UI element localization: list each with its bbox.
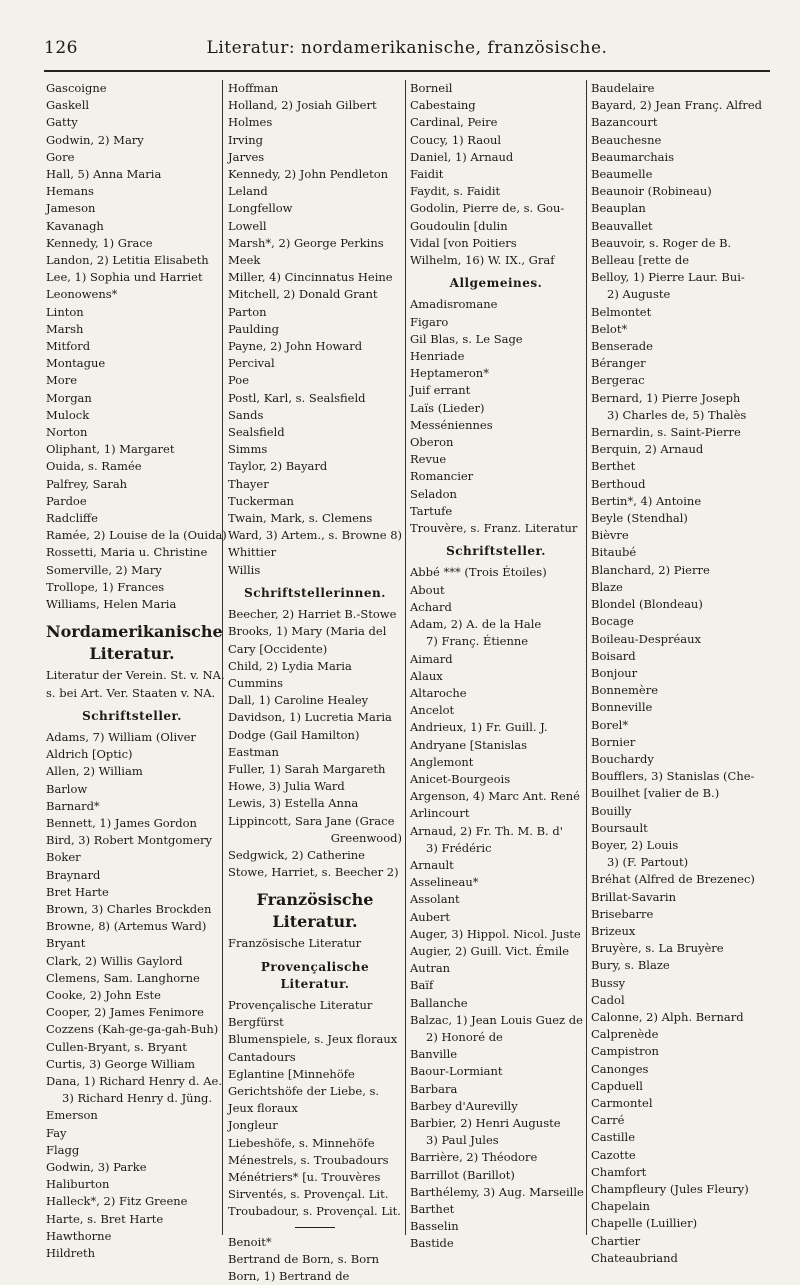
entry: Cantadours xyxy=(228,1049,296,1064)
entry: Romancier xyxy=(410,469,474,484)
entry: Gaskell xyxy=(46,98,90,113)
entry-list xyxy=(46,1107,218,1262)
entry: Baudelaire xyxy=(591,81,655,95)
entry: Allen, 2) William xyxy=(46,764,143,779)
entry: Bergfürst xyxy=(228,1015,284,1030)
entry: Bouilly xyxy=(591,803,632,818)
entry: Brown, 3) Charles Brockden xyxy=(46,901,212,916)
entry: Abbé *** (Trois Étoiles) xyxy=(410,565,547,580)
entry: Barrière, 2) Théodore xyxy=(410,1150,538,1165)
running-title: Literatur: nordamerikanische, französische. xyxy=(206,38,608,58)
entry: Auger, 3) Hippol. Nicol. Juste xyxy=(410,926,581,941)
entry: Dall, 1) Caroline Healey xyxy=(228,693,369,708)
entry: Taylor, 2) Bayard xyxy=(228,459,328,474)
entry: Wilhelm, 16) W. IX., Graf xyxy=(410,253,555,268)
entry: 3) (F. Partout) xyxy=(607,855,689,870)
entry: Cazotte xyxy=(591,1147,636,1162)
entry: Cummins xyxy=(228,675,284,690)
entry: Lee, 1) Sophia und Harriet xyxy=(46,270,203,285)
entry: Hemans xyxy=(46,184,94,199)
section-heading-franzoesisch: Französische Literatur. xyxy=(256,890,374,932)
entry: Revue xyxy=(410,452,447,467)
entry: Halleck*, 2) Fitz Greene xyxy=(46,1194,188,1209)
entry: Chapelle (Luillier) xyxy=(591,1216,698,1231)
entry: Hoffman xyxy=(228,81,279,95)
entry: Gascoigne xyxy=(46,81,107,95)
entry: Benserade xyxy=(591,339,653,354)
entry: Sands xyxy=(228,407,264,422)
entry: Cadol xyxy=(591,992,625,1007)
entry: Fuller, 1) Sarah Margareth xyxy=(228,761,386,776)
entry: 7) Franç. Étienne xyxy=(426,634,529,649)
entry: Anicet-Bourgeois xyxy=(410,771,511,786)
entry: Boker xyxy=(46,850,81,865)
entry: Barnard* xyxy=(46,798,100,813)
entry: Harte, s. Bret Harte xyxy=(46,1211,164,1226)
entry: Bièvre xyxy=(591,528,629,543)
entry: Bastide xyxy=(410,1236,454,1251)
entry: Payne, 2) John Howard xyxy=(228,339,363,354)
entry: Ward, 3) Artem., s. Browne 8) xyxy=(228,528,403,543)
entry: Faydit, s. Faidit xyxy=(410,184,501,199)
entry: Hall, 5) Anna Maria xyxy=(46,167,162,182)
entry: Bertrand de Born, s. Born xyxy=(228,1251,380,1266)
entry: Braynard xyxy=(46,867,101,882)
entry: Barthet xyxy=(410,1202,455,1216)
entry: Lewis, 3) Estella Anna xyxy=(228,796,359,811)
entry: Curtis, 3) George William xyxy=(46,1056,196,1071)
entry: Dodge (Gail Hamilton) xyxy=(228,727,360,742)
entry: Boisard xyxy=(591,648,636,663)
entry: Paulding xyxy=(228,321,279,336)
entry: Brizeux xyxy=(591,923,636,938)
entry: Champfleury (Jules Fleury) xyxy=(591,1182,749,1196)
entry: Asselineau* xyxy=(410,875,479,890)
page-number: 126 xyxy=(44,38,78,58)
entry: Bouilhet [valier de B.) xyxy=(591,786,720,801)
entry: Oberon xyxy=(410,435,454,450)
entry: Emerson xyxy=(46,1108,98,1123)
entry: Balzac, 1) Jean Louis Guez de xyxy=(410,1012,583,1027)
entry: Autran xyxy=(410,961,451,976)
entry: Gerichtshöfe der Liebe, s. xyxy=(228,1083,380,1098)
column-4 xyxy=(591,80,781,1265)
entry: Dana, 1) Richard Henry d. Ae. xyxy=(46,1073,222,1088)
entry: Beaumelle xyxy=(591,167,653,182)
entry: Cozzens (Kah-ge-ga-gah-Buh) xyxy=(46,1022,219,1037)
entry: Williams, Helen Maria xyxy=(46,597,177,612)
entry: Boufflers, 3) Stanislas (Che- xyxy=(591,769,755,784)
entry: Messéniennes xyxy=(410,417,493,432)
entry: Benoit* xyxy=(228,1234,272,1249)
entry: 2) Auguste xyxy=(607,287,671,302)
entry: Blondel (Blondeau) xyxy=(591,597,703,612)
header-rule xyxy=(44,70,770,72)
entry: Sealsfield xyxy=(228,425,285,440)
entry-list xyxy=(410,564,582,633)
entry: Godwin, 2) Mary xyxy=(46,132,144,147)
entry: Blaze xyxy=(591,579,623,594)
column-divider xyxy=(222,80,223,1235)
entry: Bruyère, s. La Bruyère xyxy=(591,941,724,956)
entry: Postl, Karl, s. Sealsfield xyxy=(228,390,366,405)
entry: Jeux floraux xyxy=(228,1101,298,1116)
entry: Rossetti, Maria u. Christine xyxy=(46,545,208,560)
entry: Baïf xyxy=(410,978,434,993)
entry: Beauchesne xyxy=(591,132,662,147)
subsection-heading: Provençalische Literatur. xyxy=(260,959,370,991)
entry: Boileau-Despréaux xyxy=(591,631,702,646)
section-heading-nordamerikanisch: Nordamerikanische Literatur. xyxy=(46,622,223,664)
entry: Leonowens* xyxy=(46,287,118,302)
entry: Sedgwick, 2) Catherine xyxy=(228,847,365,862)
entry: Mulock xyxy=(46,407,90,422)
entry: Barlow xyxy=(46,781,88,796)
column-1 xyxy=(46,80,227,1260)
entry: Lippincott, Sara Jane (Grace xyxy=(228,813,395,828)
entry-list xyxy=(46,667,225,701)
entry: Bernard, 1) Pierre Joseph xyxy=(591,390,741,405)
entry: Trouvère, s. Franz. Literatur xyxy=(410,521,578,536)
entry: Kennedy, 2) John Pendleton xyxy=(228,167,389,182)
entry: Beauvallet xyxy=(591,218,653,233)
entry: Goudoulin [dulin xyxy=(410,218,508,233)
entry: Bitaubé xyxy=(591,545,637,560)
entry: Ouida, s. Ramée xyxy=(46,459,142,474)
entry: 3) Richard Henry d. Jüng. xyxy=(62,1091,213,1106)
entry: Chamfort xyxy=(591,1164,647,1179)
entry-list xyxy=(591,80,781,286)
entry: More xyxy=(46,373,78,388)
entry: Eglantine [Minnehöfe xyxy=(228,1066,355,1081)
entry: Clemens, Sam. Langhorne xyxy=(46,970,200,985)
entry: Literatur der Verein. St. v. NA. xyxy=(46,668,225,683)
entry: Morgan xyxy=(46,390,92,405)
entry: Henriade xyxy=(410,349,465,364)
entry: Sirventés, s. Provençal. Lit. xyxy=(228,1187,389,1202)
entry: Anglemont xyxy=(410,754,474,769)
entry: Adam, 2) A. de la Hale xyxy=(410,617,542,632)
entry: Bergerac xyxy=(591,373,645,388)
entry: Capduell xyxy=(591,1078,643,1093)
entry: Cabestaing xyxy=(410,98,476,113)
entry: Faidit xyxy=(410,167,444,182)
entry: Eastman xyxy=(228,744,279,759)
entry: Bonjour xyxy=(591,665,638,680)
entry: Browne, 8) (Artemus Ward) xyxy=(46,919,207,934)
entry: Aldrich [Optic) xyxy=(46,747,133,762)
entry: Ménétriers* [u. Trouvères xyxy=(228,1169,381,1184)
entry: Bayard, 2) Jean Franç. Alfred xyxy=(591,98,763,113)
entry-list xyxy=(410,651,582,840)
entry: Belleau [rette de xyxy=(591,253,689,268)
entry: Bertin*, 4) Antoine xyxy=(591,493,702,508)
entry: Bocage xyxy=(591,614,634,629)
entry-list xyxy=(591,424,781,854)
entry-list xyxy=(228,606,402,830)
entry: Miller, 4) Cincinnatus Heine xyxy=(228,270,393,285)
subsection-heading: Schriftsteller. xyxy=(446,544,546,559)
entry: Altaroche xyxy=(410,685,467,700)
entry: Greenwood) xyxy=(330,830,402,845)
column-divider xyxy=(586,80,587,1235)
entry: Figaro xyxy=(410,314,449,329)
entry: Tuckerman xyxy=(228,493,294,508)
entry: Marsh xyxy=(46,321,84,336)
entry: Holland, 2) Josiah Gilbert xyxy=(228,98,377,113)
entry: Beauvoir, s. Roger de B. xyxy=(591,235,732,250)
entry: Castille xyxy=(591,1130,636,1145)
entry: Belloy, 1) Pierre Laur. Bui- xyxy=(591,270,745,285)
entry: Ballanche xyxy=(410,995,468,1010)
entry: Argenson, 4) Marc Ant. René xyxy=(410,789,580,804)
entry: Leland xyxy=(228,184,268,199)
entry-list xyxy=(591,304,781,407)
entry: Bouchardy xyxy=(591,751,654,766)
entry: Fay xyxy=(46,1125,67,1140)
entry: Godwin, 3) Parke xyxy=(46,1159,147,1174)
entry: Barrillot (Barillot) xyxy=(410,1167,515,1182)
entry: s. bei Art. Ver. Staaten v. NA. xyxy=(46,685,216,700)
entry: Carmontel xyxy=(591,1095,653,1110)
entry: Holmes xyxy=(228,115,273,130)
entry: Barthélemy, 3) Aug. Marseille xyxy=(410,1184,584,1199)
entry: Basselin xyxy=(410,1219,459,1234)
entry: Augier, 2) Guill. Vict. Émile xyxy=(410,943,570,958)
entry: Mitchell, 2) Donald Grant xyxy=(228,287,378,302)
entry: 3) Frédéric xyxy=(426,840,492,855)
entry: Hawthorne xyxy=(46,1228,112,1243)
entry: Chateaubriand xyxy=(591,1250,678,1265)
entry: Ménestrels, s. Troubadours xyxy=(228,1152,389,1167)
entry: Marsh*, 2) George Perkins xyxy=(228,235,384,250)
entry: Amadisromane xyxy=(410,297,498,312)
entry: 3) Charles de, 5) Thalès xyxy=(607,407,747,422)
subsection-heading: Allgemeines. xyxy=(449,276,543,291)
entry: Trollope, 1) Frances xyxy=(46,579,165,594)
entry: Ramée, 2) Louise de la (Ouida) xyxy=(46,528,227,543)
entry: Linton xyxy=(46,304,84,319)
entry: Thayer xyxy=(228,476,269,491)
entry: Provençalische Literatur xyxy=(228,997,373,1012)
entry: Montague xyxy=(46,356,106,371)
entry: Bazancourt xyxy=(591,115,658,130)
entry: Gil Blas, s. Le Sage xyxy=(410,331,523,346)
entry: Bury, s. Blaze xyxy=(591,958,670,973)
entry: Belmontet xyxy=(591,304,652,319)
entry: Radcliffe xyxy=(46,511,98,526)
entry: Carré xyxy=(591,1113,625,1128)
entry: Haliburton xyxy=(46,1177,110,1192)
entry: Clark, 2) Willis Gaylord xyxy=(46,953,183,968)
entry: Flagg xyxy=(46,1142,80,1157)
entry: Troubadour, s. Provençal. Lit. xyxy=(228,1204,401,1219)
entry: Bennett, 1) James Gordon xyxy=(46,815,197,830)
entry: Aimard xyxy=(410,651,453,666)
entry: Born, 1) Bertrand de xyxy=(228,1269,350,1283)
entry: Howe, 3) Julia Ward xyxy=(228,779,345,794)
entry: Barbey d'Aurevilly xyxy=(410,1098,518,1113)
entry: Bernardin, s. Saint-Pierre xyxy=(591,425,741,440)
entry: Cooke, 2) John Este xyxy=(46,987,161,1002)
entry: Heptameron* xyxy=(410,366,489,381)
entry: Child, 2) Lydia Maria xyxy=(228,658,352,673)
entry: Liebeshöfe, s. Minnehöfe xyxy=(228,1135,375,1150)
entry-list xyxy=(410,1046,582,1132)
entry: Borel* xyxy=(591,717,629,732)
entry: Laïs (Lieder) xyxy=(410,400,485,415)
entry: Irving xyxy=(228,132,263,147)
subsection-heading: Schriftsteller. xyxy=(82,708,182,723)
entry-list xyxy=(410,296,582,537)
entry: Canonges xyxy=(591,1061,649,1076)
entry: Palfrey, Sarah xyxy=(46,476,128,491)
entry: Assolant xyxy=(410,892,460,907)
entry: Campistron xyxy=(591,1044,659,1059)
entry: Banville xyxy=(410,1047,458,1062)
column-divider xyxy=(405,80,406,1235)
entry: Aubert xyxy=(410,909,450,924)
entry: Beaunoir (Robineau) xyxy=(591,184,712,199)
entry: Borneil xyxy=(410,81,453,95)
entry: Beyle (Stendhal) xyxy=(591,511,688,526)
entry: Simms xyxy=(228,442,268,457)
entry: Bryant xyxy=(46,936,86,951)
entry: Boursault xyxy=(591,820,648,835)
entry: Berthoud xyxy=(591,476,646,491)
entry: Beaumarchais xyxy=(591,149,675,164)
entry: Poe xyxy=(228,373,250,388)
entry: Kennedy, 1) Grace xyxy=(46,235,153,250)
entry: Berquin, 2) Arnaud xyxy=(591,442,704,457)
entry: Bird, 3) Robert Montgomery xyxy=(46,833,212,848)
entry: Blanchard, 2) Pierre xyxy=(591,562,710,577)
entry: Cary [Occidente) xyxy=(228,641,328,656)
entry: Stowe, Harriet, s. Beecher 2) xyxy=(228,865,399,880)
entry: Percival xyxy=(228,356,275,371)
entry: Parton xyxy=(228,304,267,319)
entry: Barbier, 2) Henri Auguste xyxy=(410,1115,561,1130)
entry: Bussy xyxy=(591,975,626,990)
entry-list xyxy=(591,871,781,1267)
entry: Brisebarre xyxy=(591,906,654,921)
entry: Alaux xyxy=(410,668,443,683)
entry: Beauplan xyxy=(591,201,646,216)
entry: Whittier xyxy=(228,545,277,560)
entry: Bornier xyxy=(591,734,636,749)
entry: Hildreth xyxy=(46,1246,96,1260)
entry: Adams, 7) William (Oliver xyxy=(46,729,196,744)
short-rule xyxy=(295,1227,335,1228)
entry-list xyxy=(46,763,222,1090)
entry: Landon, 2) Letitia Elisabeth xyxy=(46,253,209,268)
entry: Bréhat (Alfred de Brezenec) xyxy=(591,872,755,887)
entry-list xyxy=(46,80,227,613)
entry: Gore xyxy=(46,149,75,164)
entry-list xyxy=(410,1149,582,1252)
entry: Lowell xyxy=(228,218,267,233)
entry-list xyxy=(410,80,582,269)
entry: Jarves xyxy=(228,149,265,164)
entry: Beecher, 2) Harriet B.-Stowe xyxy=(228,607,397,622)
entry: Bonnemère xyxy=(591,683,659,698)
entry-list xyxy=(228,1234,402,1285)
entry: Cooper, 2) James Fenimore xyxy=(46,1005,204,1020)
entry: Godolin, Pierre de, s. Gou- xyxy=(410,201,565,216)
entry: Boyer, 2) Louis xyxy=(591,837,679,852)
entry: Béranger xyxy=(591,356,646,371)
entry: Vidal [von Poitiers xyxy=(410,235,517,250)
entry: Davidson, 1) Lucretia Maria xyxy=(228,710,392,725)
entry: Andrieux, 1) Fr. Guill. J. xyxy=(410,720,548,735)
entry: Jongleur xyxy=(228,1118,278,1133)
entry: Andryane [Stanislas xyxy=(410,737,528,752)
entry: Achard xyxy=(410,599,452,614)
entry: Baour-Lormiant xyxy=(410,1064,503,1079)
entry: Jameson xyxy=(46,201,96,216)
entry: Gatty xyxy=(46,115,78,130)
entry: Seladon xyxy=(410,486,457,501)
entry: Blumenspiele, s. Jeux floraux xyxy=(228,1032,398,1047)
entry: Twain, Mark, s. Clemens xyxy=(228,511,373,526)
entry-list xyxy=(228,80,402,579)
entry: Brillat-Savarin xyxy=(591,889,677,904)
entry: Chartier xyxy=(591,1233,641,1248)
entry: Bonneville xyxy=(591,700,653,715)
entry: Arnault xyxy=(410,857,454,872)
entry: Mitford xyxy=(46,339,91,354)
entry-list xyxy=(228,847,402,881)
column-3 xyxy=(410,80,584,1251)
entry: Coucy, 1) Raoul xyxy=(410,132,502,147)
entry: Bret Harte xyxy=(46,884,109,899)
entry: Longfellow xyxy=(228,201,293,216)
entry-list xyxy=(410,857,582,1029)
entry: Tartufe xyxy=(410,503,453,518)
entry: Berthet xyxy=(591,459,636,474)
subsection-heading: Schriftstellerinnen. xyxy=(244,585,386,600)
entry: Arlincourt xyxy=(410,806,470,821)
entry: Pardoe xyxy=(46,493,87,508)
entry: 2) Honoré de xyxy=(426,1029,503,1044)
entry: Arnaud, 2) Fr. Th. M. B. d' xyxy=(410,823,563,838)
entry: Chapelain xyxy=(591,1199,650,1214)
column-2 xyxy=(228,80,403,1283)
entry: Brooks, 1) Mary (Maria del xyxy=(228,624,387,639)
entry: About xyxy=(410,582,445,597)
entry: Daniel, 1) Arnaud xyxy=(410,149,514,164)
entry: Somerville, 2) Mary xyxy=(46,562,162,577)
page-header xyxy=(44,38,770,66)
entry: Willis xyxy=(228,562,261,577)
entry: Cardinal, Peire xyxy=(410,115,498,130)
entry: Ancelot xyxy=(410,703,455,718)
entry: Norton xyxy=(46,425,88,440)
entry: Barbara xyxy=(410,1081,458,1096)
entry: Cullen-Bryant, s. Bryant xyxy=(46,1039,187,1054)
entry: 3) Paul Jules xyxy=(426,1133,499,1148)
entry-list xyxy=(228,997,402,1221)
entry: Kavanagh xyxy=(46,218,104,233)
entry: Calonne, 2) Alph. Bernard xyxy=(591,1009,744,1024)
entry: Belot* xyxy=(591,321,628,336)
entry: Oliphant, 1) Margaret xyxy=(46,442,175,457)
entry: Calprenède xyxy=(591,1027,659,1042)
entry: Juif errant xyxy=(410,383,471,398)
entry: Meek xyxy=(228,253,261,268)
entry: Französische Literatur xyxy=(228,936,362,951)
